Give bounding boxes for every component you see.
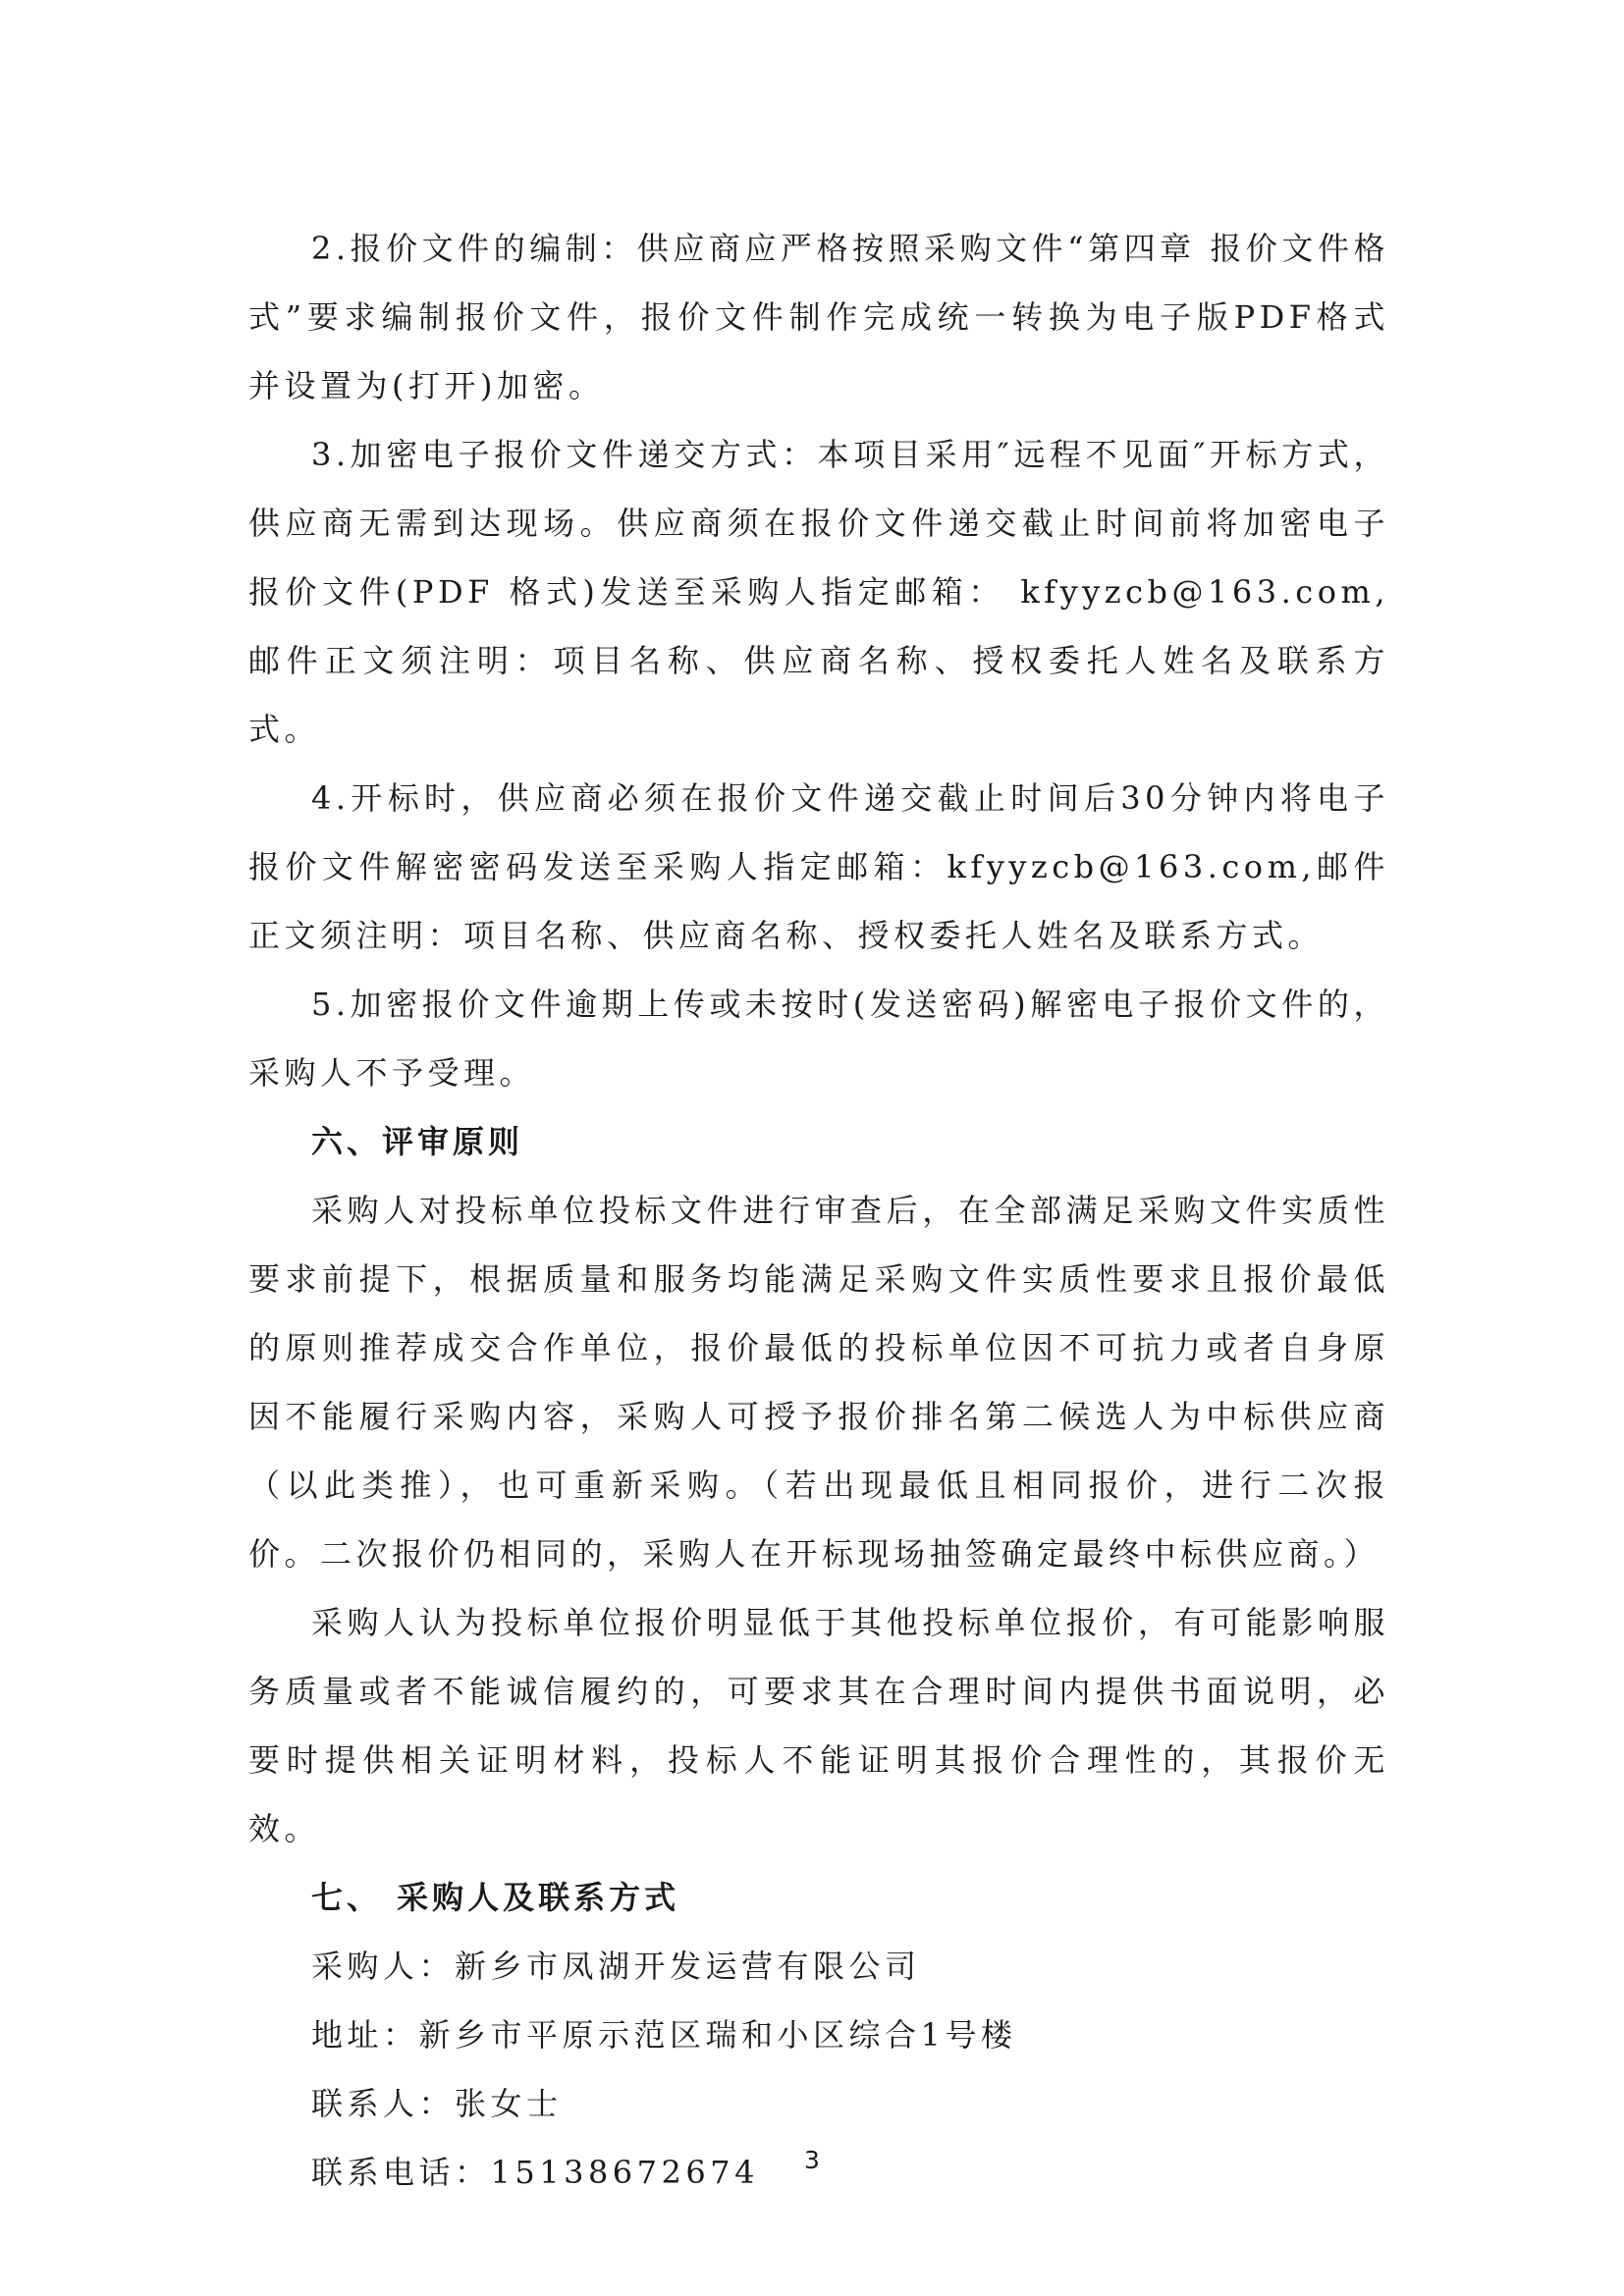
paragraph-submission-method: 3.加密电子报价文件递交方式：本项目采用″远程不见面″开标方式，供应商无需到达现场。供应商须在报价文件递交截止时间前将加密电子报价文件(PDF 格式)发送至采购人指定邮箱： kfyyzcb@163.com, 邮件正文须注明：项目名称、供应商名称、授权委托人姓名及联系方式。 (248, 436, 1389, 748)
paragraph-evaluation-principle: 采购人对投标单位投标文件进行审查后，在全部满足采购文件实质性要求前提下，根据质量和服务均能满足采购文件实质性要求且报价最低的原则推荐成交合作单位，报价最低的投标单位因不可抗力或者自身原因不能履行采购内容，采购人可授予报价排名第二候选人为中标供应商（以此类推），也可重新采购。（若出现最低且相同报价，进行二次报价。二次报价仍相同的，采购人在开标现场抽签确定最终中标供应商。） (248, 1192, 1389, 1573)
contact-person-line: 联系人：张女士 (311, 2085, 563, 2122)
section-heading-evaluation-principles: 六、评审原则 (311, 1123, 524, 1160)
paragraph-low-price-explanation: 采购人认为投标单位报价明显低于其他投标单位报价，有可能影响服务质量或者不能诚信履约的，可要求其在合理时间内提供书面说明，必要时提供相关证明材料，投标人不能证明其报价合理性的，其报价无效。 (248, 1604, 1389, 1847)
paragraph-quote-file-preparation: 2.报价文件的编制：供应商应严格按照采购文件“第四章 报价文件格式”要求编制报价文件，报价文件制作完成统一转换为电子版PDF格式并设置为(打开)加密。 (248, 230, 1389, 404)
phone-line: 联系电话：15138672674 (311, 2154, 759, 2191)
paragraph-late-upload: 5.加密报价文件逾期上传或未按时(发送密码)解密电子报价文件的，采购人不予受理。 (248, 986, 1389, 1092)
paragraph-decryption-password: 4.开标时，供应商必须在报价文件递交截止时间后30分钟内将电子报价文件解密密码发送至采购人指定邮箱：kfyyzcb@163.com,邮件正文须注明：项目名称、供应商名称、授权委托人姓名及联系方式。 (248, 779, 1389, 954)
document-body (248, 214, 1389, 2207)
page-number: 3 (804, 2146, 820, 2174)
purchaser-line: 采购人：新乡市凤湖开发运营有限公司 (311, 1948, 921, 1985)
section-heading-contact-info: 七、 采购人及联系方式 (311, 1879, 680, 1916)
address-line: 地址：新乡市平原示范区瑞和小区综合1号楼 (311, 2016, 1017, 2054)
